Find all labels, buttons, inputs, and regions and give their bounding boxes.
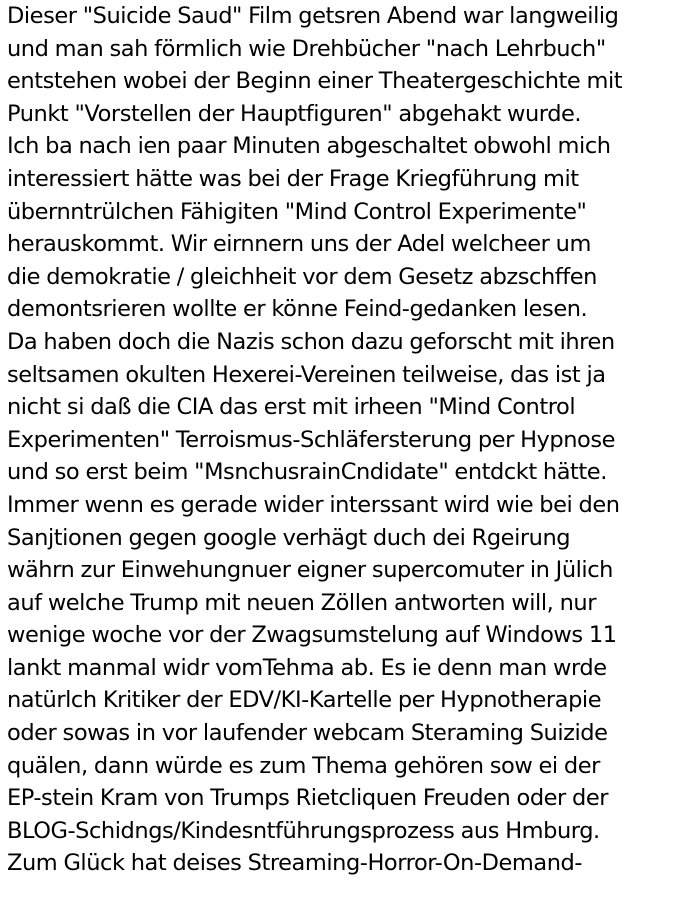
text-line: demontsrieren wollte er könne Feind-gedanken lesen. <box>7 296 588 323</box>
text-line: BLOG-Schidngs/Kindesntführungsprozess aus Hmburg. <box>7 817 600 844</box>
text-line: und man sah förmlich wie Drehbücher "nach Lehrbuch" <box>7 35 606 62</box>
text-line: seltsamen okulten Hexerei-Vereinen teilweise, das ist ja <box>7 361 606 388</box>
text-line: EP-stein Kram von Trumps Rietcliquen Freuden oder der <box>7 785 609 812</box>
text-line: Ich ba nach ien paar Minuten abgeschaltet obwohl mich <box>7 133 611 160</box>
text-line: lankt manmal widr vomTehma ab. Es ie denn man wrde <box>7 654 607 681</box>
text-line: Da haben doch die Nazis schon dazu geforscht mit ihren <box>7 328 615 355</box>
text-line: entstehen wobei der Beginn einer Theatergeschichte mit <box>7 68 623 95</box>
text-line: herauskommt. Wir eirnnern uns der Adel welcheer um <box>7 231 591 258</box>
text-line: auf welche Trump mit neuen Zöllen antworten will, nur <box>7 589 596 616</box>
text-line: Punkt "Vorstellen der Hauptfiguren" abgehakt wurde. <box>7 100 582 127</box>
text-line: währn zur Einwehungnuer eigner supercomuter in Jülich <box>7 557 613 584</box>
text-line: die demokratie / gleichheit vor dem Gesetz abzschffen <box>7 263 597 290</box>
text-line: Experimenten" Terroismus-Schläfersterung per Hypnose <box>7 426 616 453</box>
text-line: und so erst beim "MsnchusrainCndidate" entdckt hätte. <box>7 459 607 486</box>
text-line: interessiert hätte was bei der Frage Kriegführung mit <box>7 165 579 192</box>
document-body <box>7 0 681 880</box>
text-line: Dieser "Suicide Saud" Film getsren Abend war langweilig <box>7 3 619 29</box>
text-line: Immer wenn es gerade wider interssant wird wie bei den <box>7 491 620 518</box>
text-line: nicht si daß die CIA das erst mit irheen "Mind Control <box>7 394 576 421</box>
text-line: oder sowas in vor laufender webcam Steraming Suizide <box>7 720 608 747</box>
text-line: Sanjtionen gegen google verhägt duch dei Rgeirung <box>7 524 571 551</box>
text-line: wenige woche vor der Zwagsumstelung auf Windows 11 <box>7 622 617 649</box>
text-line: übernntrülchen Fähigiten "Mind Control Experimente" <box>7 198 587 225</box>
text-line: Zum Glück hat deises Streaming-Horror-On-Demand- <box>7 850 583 877</box>
text-line: quälen, dann würde es zum Thema gehören sow ei der <box>7 752 600 779</box>
text-line: natürlch Kritiker der EDV/KI-Kartelle per Hypnotherapie <box>7 687 602 714</box>
